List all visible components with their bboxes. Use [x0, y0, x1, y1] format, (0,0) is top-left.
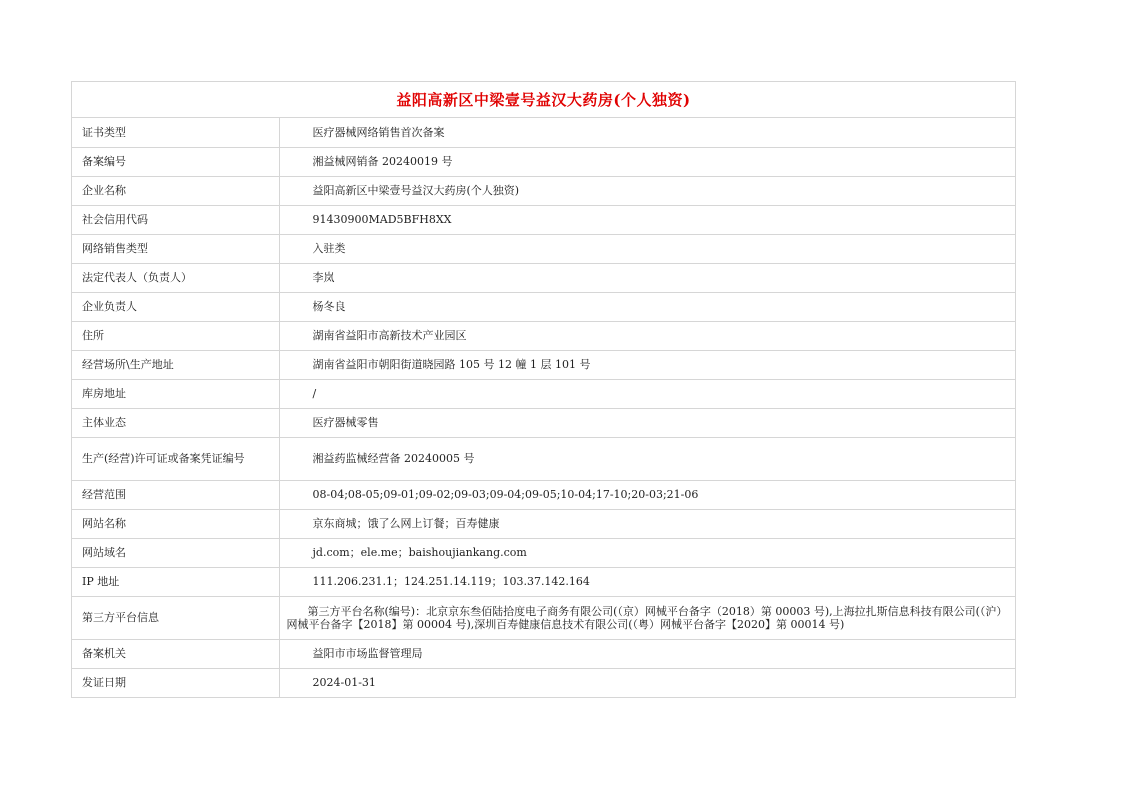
table-row: [72, 596, 1015, 639]
table-row: [72, 176, 1015, 205]
field-value: jd.com；ele.me；baishoujiankang.com: [279, 538, 1015, 567]
field-value: 李岚: [279, 263, 1015, 292]
field-value: 益阳高新区中梁壹号益汉大药房(个人独资): [279, 176, 1015, 205]
field-value: 2024-01-31: [312, 676, 376, 690]
field-label: 法定代表人（负责人）: [72, 263, 279, 292]
table-row: [72, 538, 1015, 567]
table-row: [72, 292, 1015, 321]
field-value: 湖南省益阳市朝阳街道晓园路 105 号 12 幢 1 层 101 号: [279, 350, 1015, 379]
table-row: [72, 321, 1015, 350]
field-label: 网络销售类型: [72, 234, 279, 263]
field-value: 第三方平台名称(编号)：北京京东叁佰陆拾度电子商务有限公司(（京）网械平台备字（2018）第 00003 号),上海拉扎斯信息科技有限公司(（沪）网械平台备字【2018】第 00004 号),深圳百寿健康信息技术有限公司(（粤）网械平台备字【2020】第 00014 号): [279, 596, 1015, 639]
table-row: [72, 437, 1015, 480]
field-value: 湘益药监械经营备 20240005 号: [279, 437, 1015, 480]
table-row: [72, 509, 1015, 538]
field-label: 生产(经营)许可证或备案凭证编号: [72, 437, 279, 480]
filing-certificate: [71, 81, 1016, 698]
field-label: 网站名称: [72, 509, 279, 538]
field-value: 杨冬良: [279, 292, 1015, 321]
field-value: 91430900MAD5BFH8XX: [279, 205, 1015, 234]
table-row: [72, 668, 1015, 697]
table-row: [72, 205, 1015, 234]
field-value: /: [279, 379, 1015, 408]
table-row: [72, 350, 1015, 379]
field-value: 湖南省益阳市高新技术产业园区: [279, 321, 1015, 350]
field-label: 经营范围: [72, 480, 279, 509]
field-value: 湘益械网销备 20240019 号: [279, 147, 1015, 176]
table-row: [72, 263, 1015, 292]
field-label: 经营场所\生产地址: [72, 350, 279, 379]
table-row: [72, 379, 1015, 408]
table-row: [72, 118, 1015, 147]
field-label: 备案机关: [72, 639, 279, 668]
field-value: 益阳市市场监督管理局: [279, 639, 1015, 668]
field-label: 主体业态: [72, 408, 279, 437]
field-value: 医疗器械零售: [279, 408, 1015, 437]
field-value: 入驻类: [279, 234, 1015, 263]
table-row: [72, 567, 1015, 596]
field-label: 住所: [72, 321, 279, 350]
field-label: 备案编号: [72, 147, 279, 176]
document-title: 益阳高新区中梁壹号益汉大药房(个人独资): [72, 82, 1015, 118]
field-label: IP 地址: [72, 567, 279, 596]
certificate-table: [72, 118, 1015, 697]
field-value: 111.206.231.1；124.251.14.119；103.37.142.164: [279, 567, 1015, 596]
table-row: [72, 408, 1015, 437]
field-value: 医疗器械网络销售首次备案: [279, 118, 1015, 147]
table-row: [72, 234, 1015, 263]
table-row: [72, 480, 1015, 509]
field-label: 企业负责人: [72, 292, 279, 321]
field-label: 发证日期: [72, 668, 279, 697]
field-label: 库房地址: [72, 379, 279, 408]
field-label: 社会信用代码: [72, 205, 279, 234]
table-row: [72, 147, 1015, 176]
field-value: 京东商城；饿了么网上订餐；百寿健康: [279, 509, 1015, 538]
field-label: 证书类型: [72, 118, 279, 147]
field-value: 08-04;08-05;09-01;09-02;09-03;09-04;09-05;10-04;17-10;20-03;21-06: [279, 480, 1015, 509]
field-label: 网站域名: [72, 538, 279, 567]
table-row: [72, 639, 1015, 668]
field-label: 企业名称: [72, 176, 279, 205]
field-label: 第三方平台信息: [72, 596, 279, 639]
